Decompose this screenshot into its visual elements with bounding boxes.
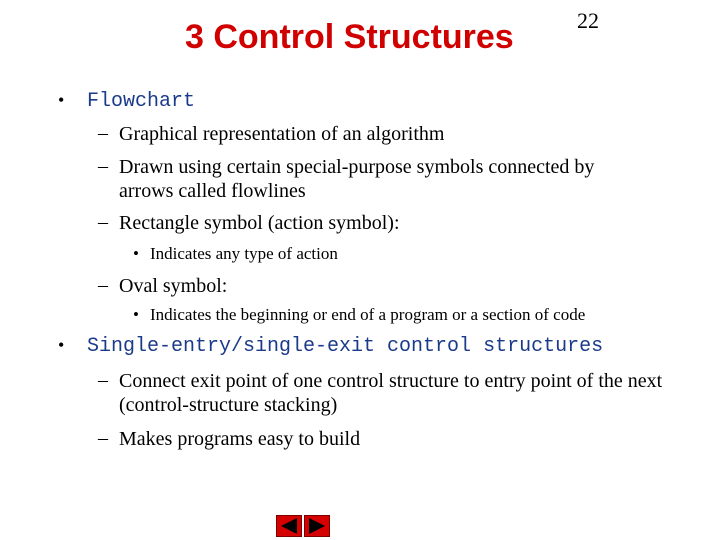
- page-number: 22: [577, 8, 599, 33]
- subitem-beginning-or-end: Indicates the beginning or end of a program or a section of code: [150, 305, 586, 324]
- dash-marker: –: [98, 211, 108, 233]
- item-rectangle-symbol: Rectangle symbol (action symbol):: [119, 212, 400, 234]
- bullet-single-entry-exit: Single-entry/single-exit control structures: [87, 335, 604, 358]
- item-connect-exit-point: Connect exit point of one control structure to entry point of the next (control-structure stacking): [119, 370, 663, 416]
- slide-title: 3 Control Structures: [185, 18, 514, 56]
- sub-bullet-marker: •: [133, 244, 139, 263]
- sub-bullet-marker: •: [133, 305, 139, 324]
- triangle-right-icon: [305, 516, 329, 536]
- triangle-left-icon: [277, 516, 301, 536]
- dash-marker: –: [98, 274, 108, 296]
- subitem-any-type-of-action: Indicates any type of action: [150, 244, 338, 263]
- previous-slide-button[interactable]: [276, 515, 302, 537]
- bullet-marker: •: [58, 90, 65, 110]
- bullet-flowchart: Flowchart: [87, 90, 196, 113]
- dash-marker: –: [98, 369, 108, 391]
- next-slide-button[interactable]: [304, 515, 330, 537]
- dash-marker: –: [98, 427, 108, 449]
- item-easy-to-build: Makes programs easy to build: [119, 428, 361, 450]
- item-special-purpose-symbols: Drawn using certain special-purpose symbols connected by arrows called flowlines: [119, 156, 595, 202]
- bullet-marker: •: [58, 335, 65, 355]
- item-graphical-representation: Graphical representation of an algorithm: [119, 123, 445, 145]
- item-oval-symbol: Oval symbol:: [119, 275, 228, 297]
- dash-marker: –: [98, 155, 108, 177]
- dash-marker: –: [98, 122, 108, 144]
